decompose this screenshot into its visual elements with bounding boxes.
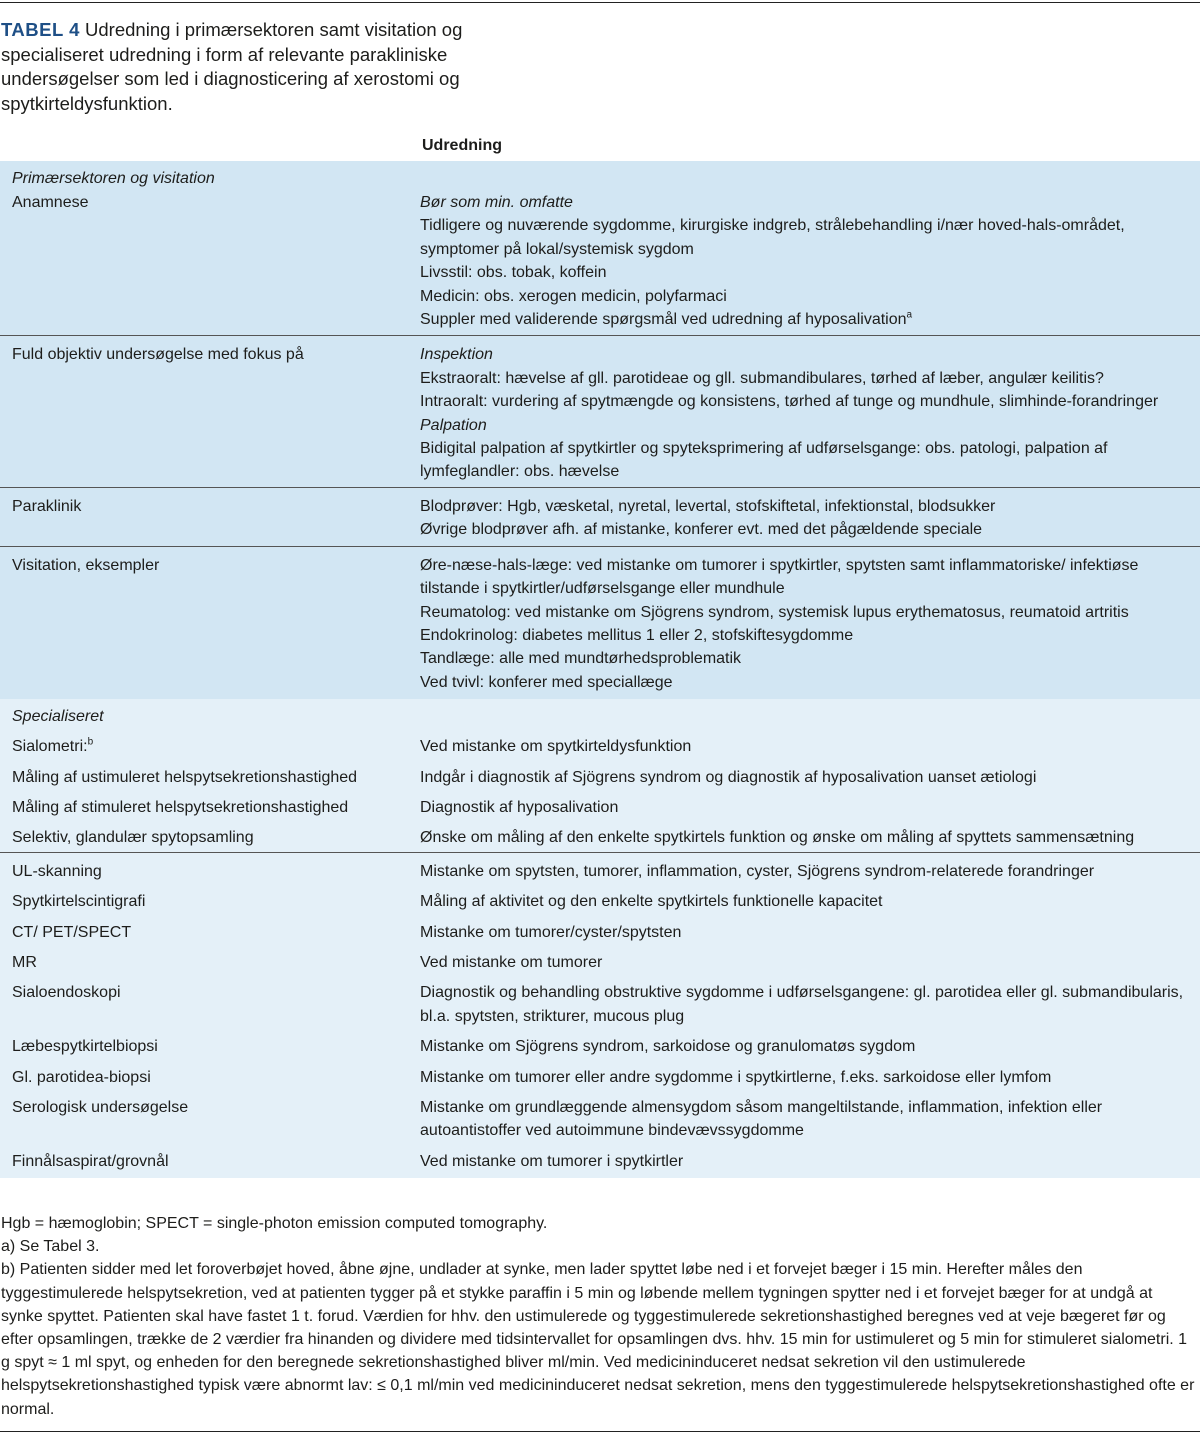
table-row [0, 944, 1200, 974]
content-line: Endokrinolog: diabetes mellitus 1 eller 2, stofskiftesygdomme [420, 626, 854, 644]
subheading: Inspektion [420, 346, 493, 364]
table [0, 161, 1200, 1178]
content-line: Intraoralt: vurdering af spytmængde og konsistens, tørhed af tunge og mundhule, slimhinde-forandringer [420, 393, 1159, 411]
caption-text: Udredning i primærsektoren samt visitation og specialiseret udredning i form af relevante parakliniske undersøgelser som led i diagnosticering af xerostomi og spytkirteldysfunktion. [1, 19, 463, 114]
section-title: Primærsektoren og visitation [12, 170, 215, 187]
row-objective [0, 336, 1200, 487]
table-row [0, 1028, 1200, 1058]
row-label: MR [12, 953, 37, 971]
section-primary [0, 161, 1200, 190]
section-specialised [0, 699, 1200, 728]
table-caption [1, 18, 541, 116]
group-imaging [0, 853, 1200, 1178]
content-line: Blodprøver: Hgb, væsketal, nyretal, levertal, stofskiftetal, infektionstal, blodsukker [420, 497, 996, 515]
content-line: Livsstil: obs. tobak, koffein [420, 264, 607, 282]
content-line: Ved tvivl: konferer med speciallæge [420, 673, 673, 691]
row-content: Måling af aktivitet og den enkelte spytkirtels funktionelle kapacitet [420, 893, 883, 911]
row-content: Ved mistanke om spytkirteldysfunktion [420, 738, 692, 756]
row-label: UL-skanning [12, 862, 102, 880]
content-line: Medicin: obs. xerogen medicin, polyfarmaci [420, 287, 727, 305]
row-content: Mistanke om spytsten, tumorer, inflammation, cyster, Sjögrens syndrom-relaterede forandringer [420, 862, 1095, 880]
footnote-marker: b [87, 736, 94, 748]
row-content [410, 190, 1200, 335]
content-line: Øre-næse-hals-læge: ved mistanke om tumorer i spytkirtler, spytsten samt inflammatoriske/ infektiøse tilstande i spytkirtler/udførselsgange eller mundhule [420, 556, 1139, 598]
table-row [0, 728, 1200, 758]
row-content: Diagnostik og behandling obstruktive sygdomme i udførselsgangene: gl. parotidea eller gl. submandibularis, bl.a. spytsten, strikturer, mucous plug [420, 984, 1184, 1025]
content-line: Tandlæge: alle med mundtørhedsproblematik [420, 650, 742, 668]
table-row [0, 914, 1200, 944]
row-label: Fuld objektiv undersøgelse med fokus på [12, 346, 304, 364]
footnote-marker: a [906, 309, 913, 321]
row-content: Mistanke om grundlæggende almensygdom såsom mangeltilstande, inflammation, infektion eller autoantistoffer ved autoimmune bindevævssygdomme [420, 1099, 1103, 1140]
table-row [0, 883, 1200, 913]
row-label: Anamnese [12, 194, 89, 211]
table-row [0, 853, 1200, 883]
row-label: Visitation, eksempler [12, 556, 160, 574]
top-rule [0, 2, 1200, 3]
row-label: Sialoendoskopi [12, 984, 121, 1002]
row-content: Ved mistanke om tumorer [420, 953, 603, 971]
table-footnotes [1, 1212, 1197, 1421]
row-content: Mistanke om tumorer/cyster/spytsten [420, 923, 682, 941]
row-label: CT/ PET/SPECT [12, 923, 132, 941]
row-anamnese [0, 190, 1200, 336]
row-label: Paraklinik [12, 497, 82, 515]
row-content: Mistanke om tumorer eller andre sygdomme i spytkirtlerne, f.eks. sarkoidose eller lymfom [420, 1068, 1052, 1086]
subheading: Bør som min. omfatte [420, 194, 573, 211]
row-paraklinik [0, 488, 1200, 547]
row-content: Ønske om måling af den enkelte spytkirtels funktion og ønske om måling af spyttets sammensætning [420, 829, 1135, 847]
row-label: Finnålsaspirat/grovnål [12, 1152, 169, 1170]
row-content: Mistanke om Sjögrens syndrom, sarkoidose og granulomatøs sygdom [420, 1038, 916, 1056]
row-label: Sialometri: [12, 738, 88, 756]
abbreviations-note: Hgb = hæmoglobin; SPECT = single-photon emission computed tomography. [1, 1215, 548, 1232]
content-line: Tidligere og nuværende sygdomme, kirurgiske indgreb, strålebehandling i/nær hoved-hals-området, symptomer på lokal/systemisk sygdom [420, 217, 1125, 258]
row-content: Ved mistanke om tumorer i spytkirtler [420, 1152, 684, 1170]
row-label: Spytkirtelscintigrafi [12, 893, 146, 911]
section-title: Specialiseret [12, 708, 104, 726]
content-line: Bidigital palpation af spytkirtler og spyteksprimering af udførselsgange: obs. patologi, palpation af lymfeglandler: obs. hævelse [420, 440, 1108, 481]
table-row [0, 789, 1200, 819]
footnote-b: b) Patienten sidder med let foroverbøjet hoved, åbne øjne, undlader at synke, men lader spyttet løbe ned i et forvejet bæger i 15 min. Herefter måles den tyggestimulerede helspytsekretion, ved at patienten tygger på et stykke paraffin i 5 min og løbende mellem tygningen spytter ned i et forvejet bæger for at undgå at synke spyttet. Patienten skal have fastet 1 t. forud. Værdien for hhv. den ustimulerede og tyggestimulerede sekretionshastighed beregnes ved at veje bægeret før og efter opsamlingen, trække de 2 værdier fra hinanden og dividere med tidsintervallet for opsamlingen dvs. hhv. 15 min for ustimuleret og 5 min for stimuleret sialometri. 1 g spyt ≈ 1 ml spyt, og enheden for den beregnede sekretionshastighed bliver ml/min. Ved medicininduceret nedsat sekretion vil den ustimulerede helspytsekretionshastighed typisk være abnormt lav: ≤ 0,1 ml/min ved medicininduceret nedsat sekretion, mens den tyggestimulerede helspytsekretionshastighed ofte er normal. [1, 1261, 1195, 1418]
row-visitation [0, 547, 1200, 699]
row-content [410, 547, 1200, 699]
bottom-rule [0, 1431, 1200, 1432]
footnote-a: a) Se Tabel 3. [1, 1238, 100, 1256]
row-label: Selektiv, glandulær spytopsamling [12, 829, 254, 847]
row-content [410, 488, 1200, 546]
row-label: Måling af stimuleret helspytsekretionshastighed [12, 798, 349, 816]
content-line: Ekstraoralt: hævelse af gll. parotideae og gll. submandibulares, tørhed af læber, angulær keilitis? [420, 369, 1104, 387]
row-content [410, 336, 1200, 486]
row-content: Diagnostik af hyposalivation [420, 798, 619, 816]
content-line: Øvrige blodprøver afh. af mistanke, konferer evt. med det pågældende speciale [420, 521, 983, 539]
subheading: Palpation [420, 416, 487, 434]
group-sialometry [0, 728, 1200, 853]
row-label: Serologisk undersøgelse [12, 1099, 189, 1116]
row-label: Læbespytkirtelbiopsi [12, 1038, 158, 1056]
table-row [0, 1143, 1200, 1173]
row-label: Måling af ustimuleret helspytsekretionshastighed [12, 768, 358, 786]
table-row [0, 819, 1200, 849]
table-row [0, 974, 1200, 1028]
content-line: Suppler med validerende spørgsmål ved udredning af hyposalivation [420, 311, 907, 329]
table-label: TABEL 4 [1, 19, 80, 40]
table-row [0, 759, 1200, 789]
row-content: Indgår i diagnostik af Sjögrens syndrom og diagnostik af hyposalivation uanset ætiologi [420, 768, 1037, 786]
table-row [0, 1089, 1200, 1143]
column-header: Udredning [422, 137, 502, 154]
table-row [0, 1059, 1200, 1089]
content-line: Reumatolog: ved mistanke om Sjögrens syndrom, systemisk lupus erythematosus, reumatoid artritis [420, 603, 1129, 621]
row-label: Gl. parotidea-biopsi [12, 1068, 151, 1086]
